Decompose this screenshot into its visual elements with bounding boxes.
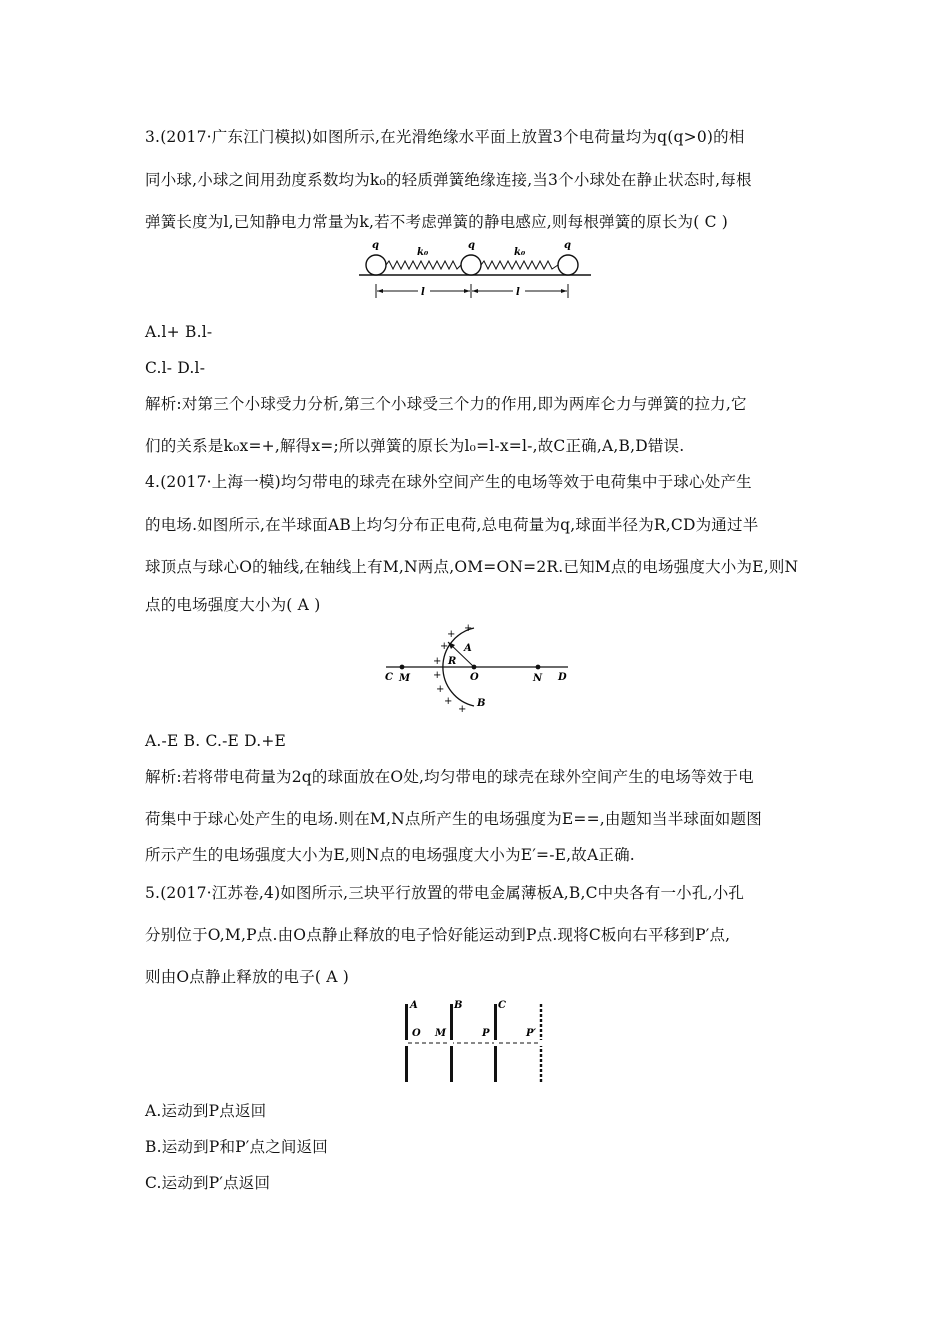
q5-stem-line-3: 则由O点静止释放的电子( A ) xyxy=(145,968,350,986)
point-n xyxy=(536,665,541,670)
q3-spring-figure xyxy=(355,236,595,302)
svg-text:B: B xyxy=(477,698,486,709)
ball-label-3: q xyxy=(564,240,571,251)
svg-text:+: + xyxy=(444,696,453,707)
svg-text:R: R xyxy=(448,656,457,667)
svg-text:C: C xyxy=(385,672,393,683)
q4-hemisphere-figure xyxy=(378,620,578,715)
q4-stem-line-3: 球顶点与球心O的轴线,在轴线上有M,N两点,OM=ON=2R.已知M点的电场强度大小为E,则N xyxy=(145,558,799,576)
length-label-1: l xyxy=(421,287,425,298)
point-m xyxy=(400,665,405,670)
q5-option-c: C.运动到P′点返回 xyxy=(145,1174,271,1192)
q5-stem-line-1: 5.(2017·江苏卷,4)如图所示,三块平行放置的带电金属薄板A,B,C中央各有一小孔,小孔 xyxy=(145,884,745,902)
svg-text:M: M xyxy=(435,1028,447,1039)
svg-text:D: D xyxy=(558,672,567,683)
ball-2 xyxy=(461,255,481,275)
ball-label-1: q xyxy=(372,240,379,251)
svg-text:B: B xyxy=(454,1000,463,1011)
svg-text:M: M xyxy=(399,673,411,684)
svg-text:+: + xyxy=(436,684,445,695)
svg-text:P: P xyxy=(482,1028,490,1039)
q4-stem-line-4: 点的电场强度大小为( A ) xyxy=(145,596,321,614)
q5-plates-figure xyxy=(396,996,556,1086)
svg-text:+: + xyxy=(440,641,449,652)
spring-2 xyxy=(481,261,558,269)
ball-1 xyxy=(366,255,386,275)
spring-1 xyxy=(386,261,461,269)
q3-stem-line-2: 同小球,小球之间用劲度系数均为k₀的轻质弹簧绝缘连接,当3个小球处在静止状态时,每根 xyxy=(145,171,752,189)
svg-text:N: N xyxy=(533,673,543,684)
spring-label-1: k₀ xyxy=(417,247,429,258)
q4-solution-line-3: 所示产生的电场强度大小为E,则N点的电场强度大小为E′=-E,故A正确. xyxy=(145,846,635,864)
q3-solution-line-1: 解析:对第三个小球受力分析,第三个小球受三个力的作用,即为两库仑力与弹簧的拉力,它 xyxy=(145,395,747,413)
svg-text:+: + xyxy=(458,704,467,715)
ball-label-2: q xyxy=(468,240,475,251)
length-label-2: l xyxy=(516,287,520,298)
q3-options-ab: A.l+ B.l- xyxy=(145,323,213,341)
q4-stem-line-1: 4.(2017·上海一模)均匀带电的球壳在球外空间产生的电场等效于电荷集中于球心处产生 xyxy=(145,473,752,491)
svg-text:+: + xyxy=(464,623,473,634)
svg-text:+: + xyxy=(433,670,442,681)
svg-text:+: + xyxy=(433,656,442,667)
q5-option-a: A.运动到P点返回 xyxy=(145,1102,267,1120)
svg-text:+: + xyxy=(447,629,456,640)
svg-text:A: A xyxy=(464,643,472,654)
q3-solution-line-2: 们的关系是k₀x=+,解得x=;所以弹簧的原长为l₀=l-x=l-,故C正确,A,B,D错误. xyxy=(145,437,685,455)
ball-3 xyxy=(558,255,578,275)
q5-option-b: B.运动到P和P′点之间返回 xyxy=(145,1138,328,1156)
q4-stem-line-2: 的电场.如图所示,在半球面AB上均匀分布正电荷,总电荷量为q,球面半径为R,CD为通过半 xyxy=(145,516,759,534)
svg-text:C: C xyxy=(498,1000,506,1011)
q4-solution-line-1: 解析:若将带电荷量为2q的球面放在O处,均匀带电的球壳在球外空间产生的电场等效于电 xyxy=(145,768,754,786)
svg-text:P′: P′ xyxy=(526,1028,537,1039)
svg-text:O: O xyxy=(412,1028,421,1039)
svg-text:A: A xyxy=(410,1000,418,1011)
q3-stem-line-1: 3.(2017·广东江门模拟)如图所示,在光滑绝缘水平面上放置3个电荷量均为q(q>0)的相 xyxy=(145,128,745,146)
q3-stem-line-3: 弹簧长度为l,已知静电力常量为k,若不考虑弹簧的静电感应,则每根弹簧的原长为( C ) xyxy=(145,213,729,231)
svg-text:O: O xyxy=(470,672,479,683)
q5-stem-line-2: 分别位于O,M,P点.由O点静止释放的电子恰好能运动到P点.现将C板向右平移到P′点, xyxy=(145,926,731,944)
q3-options-cd: C.l- D.l- xyxy=(145,359,206,377)
spring-label-2: k₀ xyxy=(514,247,526,258)
q4-options: A.-E B. C.-E D.+E xyxy=(145,732,287,750)
q4-solution-line-2: 荷集中于球心处产生的电场.则在M,N点所产生的电场强度为E==,由题知当半球面如题图 xyxy=(145,810,762,828)
